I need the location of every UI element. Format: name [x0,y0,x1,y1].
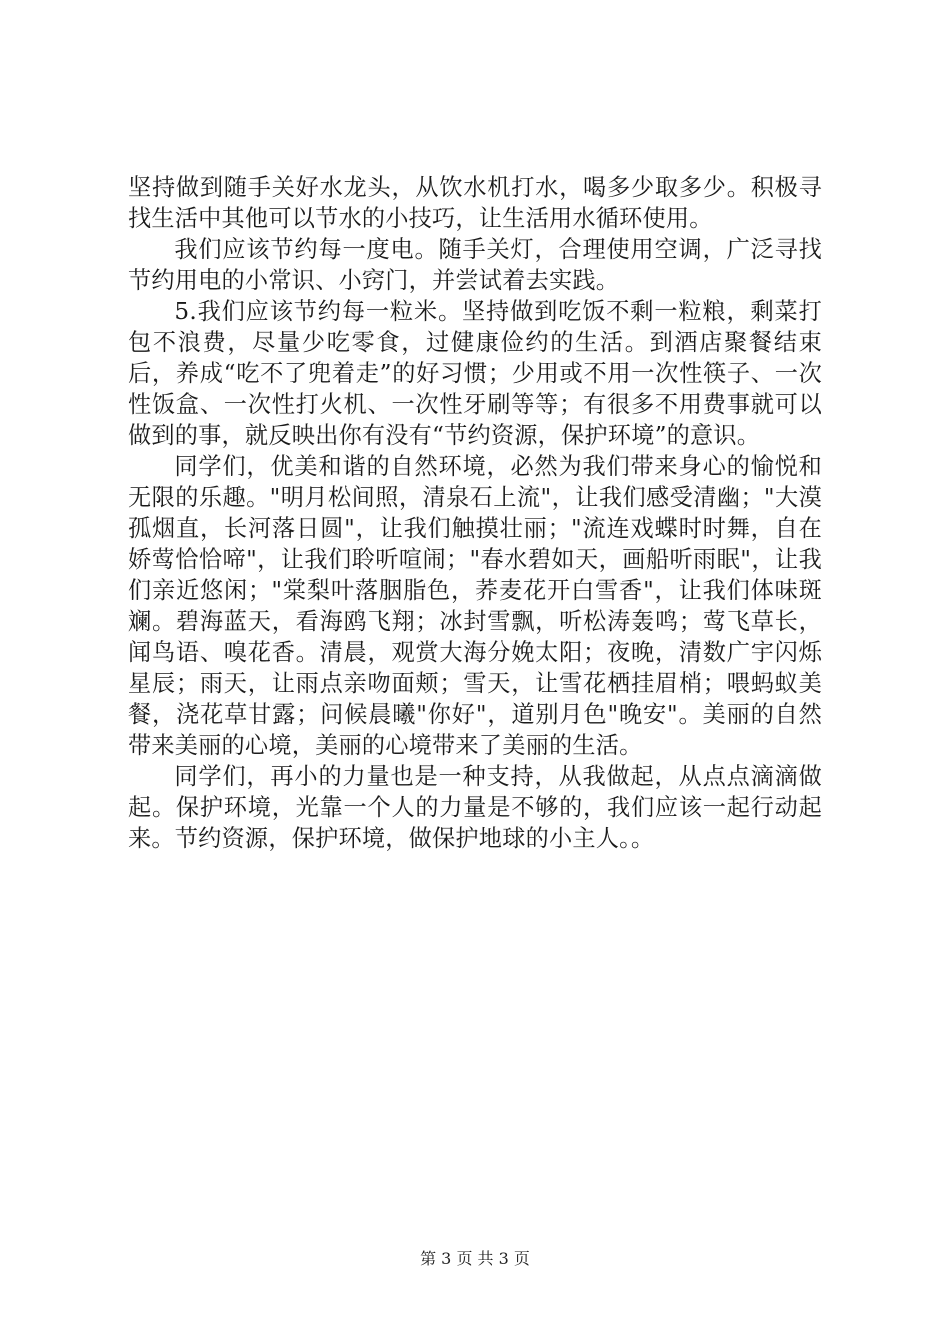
page-number-footer: 第 3 页 共 3 页 [420,1249,530,1268]
paragraph-nature-beauty: 同学们，优美和谐的自然环境，必然为我们带来身心的愉悦和无限的乐趣。"明月松间照，清泉石上流"，让我们感受清幽；"大漠孤烟直，长河落日圆"，让我们触摸壮丽；"流连戏蝶时时舞，自在娇莺恰恰啼"，让我们聆听喧闹；"春水碧如天，画船听雨眠"，让我们亲近悠闲；"棠梨叶落胭脂色，荞麦花开白雪香"，让我们体味斑斓。碧海蓝天，看海鸥飞翔；冰封雪飘，听松涛轰鸣；莺飞草长，闻鸟语、嗅花香。清晨，观赏大海分娩太阳；夜晚，清数广宇闪烁星辰；雨天，让雨点亲吻面颊；雪天，让雪花栖挂眉梢；喂蚂蚁美餐，浇花草甘露；问候晨曦"你好"，道别月色"晚安"。美丽的自然带来美丽的心境，美丽的心境带来了美丽的生活。 [128,453,822,759]
paragraph-call-to-action: 同学们，再小的力量也是一种支持，从我做起，从点点滴滴做起。保护环境，光靠一个人的力量是不够的，我们应该一起行动起来。节约资源，保护环境，做保护地球的小主人。。 [128,763,822,852]
document-body [128,172,822,854]
paragraph-water-saving: 坚持做到随手关好水龙头，从饮水机打水，喝多少取多少。积极寻找生活中其他可以节水的小技巧，让生活用水循环使用。 [128,174,822,232]
paragraph-electricity-saving: 我们应该节约每一度电。随手关灯，合理使用空调，广泛寻找节约用电的小常识、小窍门，并尝试着去实践。 [128,236,822,294]
paragraph-food-saving: 5.我们应该节约每一粒米。坚持做到吃饭不剩一粒粮，剩菜打包不浪费，尽量少吃零食，过健康俭约的生活。到酒店聚餐结束后，养成“吃不了兜着走”的好习惯；少用或不用一次性筷子、一次性饭盒、一次性打火机、一次性牙刷等等；有很多不用费事就可以做到的事，就反映出你有没有“节约资源，保护环境”的意识。 [128,298,822,449]
